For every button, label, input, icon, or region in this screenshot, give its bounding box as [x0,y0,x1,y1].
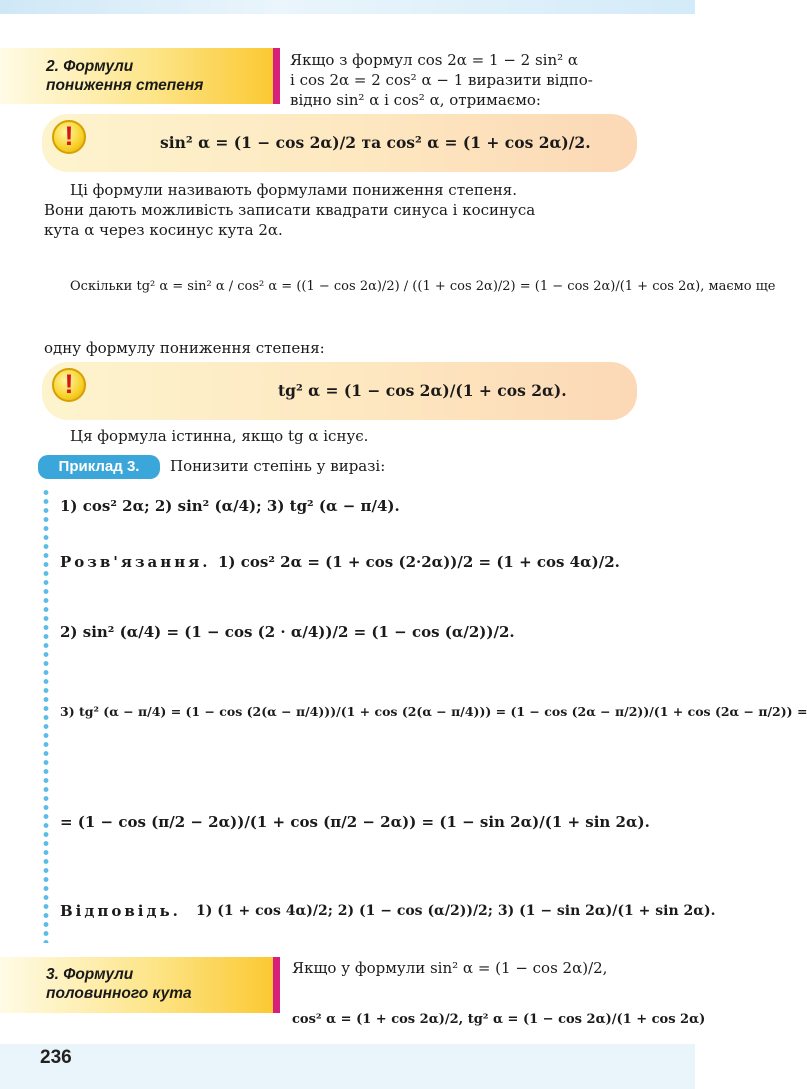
section2-para-line2: Вони дають можливість записати квадрати синуса і косинуса [44,201,536,219]
section3-text1: Якщо у формули sin² α = (1 − cos 2α)/2, [292,959,608,977]
exclamation-icon: ! [52,120,86,154]
top-band [0,0,695,14]
example-badge: Приклад 3. [38,455,160,479]
section2-intro-line2: і cos 2α = 2 cos² α − 1 виразити відпо- [290,71,593,89]
rule1-formula: sin² α = (1 − cos 2α)/2 та cos² α = (1 + cos 2α)/2. [160,133,591,152]
example-task: Понизити степінь у виразі: [170,457,386,475]
dotted-margin-line [42,488,50,943]
section2-truth: Ця формула істинна, якщо tg α існує. [70,427,369,445]
section3-text2: cos² α = (1 + cos 2α)/2, tg² α = (1 − cos 2α)/(1 + cos 2α) [292,1012,706,1027]
solution-3: 3) tg² (α − π/4) = (1 − cos (2(α − π/4)))/(1 + cos (2(α − π/4))) = (1 − cos (2α − π/2))/(1 + cos (2α − π/2)) = [60,704,807,719]
section3-title-line1: 3. Формули [46,966,134,983]
solution-label: Розв'язання. [60,553,211,571]
section2-since: Оскільки tg² α = sin² α / cos² α = ((1 − cos 2α)/2) / ((1 + cos 2α)/2) = (1 − cos 2α)/(1 + cos 2α), маємо ще [70,279,776,294]
exclamation-icon: ! [52,368,86,402]
page-number: 236 [40,1047,72,1068]
section2-para-line1: Ці формули називають формулами пониження степеня. [70,181,517,199]
example-items: 1) cos² 2α; 2) sin² (α/4); 3) tg² (α − π/4). [60,497,400,515]
section2-intro-line1: Якщо з формул cos 2α = 1 − 2 sin² α [290,51,579,69]
section2-intro-line3: відно sin² α і cos² α, отримаємо: [290,91,541,109]
solution-1: 1) cos² 2α = (1 + cos (2·2α))/2 = (1 + cos 4α)/2. [218,553,620,571]
section3-title-line2: половинного кута [46,985,192,1002]
solution-3-continued: = (1 − cos (π/2 − 2α))/(1 + cos (π/2 − 2α)) = (1 − sin 2α)/(1 + sin 2α). [60,813,650,831]
bottom-band [0,1044,695,1089]
section2-one-more: одну формулу пониження степеня: [44,339,325,357]
section2-para-line3: кута α через косинус кута 2α. [44,221,283,239]
answer-values: 1) (1 + cos 4α)/2; 2) (1 − cos (α/2))/2; 3) (1 − sin 2α)/(1 + sin 2α). [196,903,716,919]
rule2-formula: tg² α = (1 − cos 2α)/(1 + cos 2α). [278,381,567,400]
section2-title-line1: 2. Формули [46,58,134,75]
answer-label: Відповідь. [60,902,181,920]
section2-title-line2: пониження степеня [46,77,204,94]
solution-2: 2) sin² (α/4) = (1 − cos (2 · α/4))/2 = (1 − cos (α/2))/2. [60,623,515,641]
